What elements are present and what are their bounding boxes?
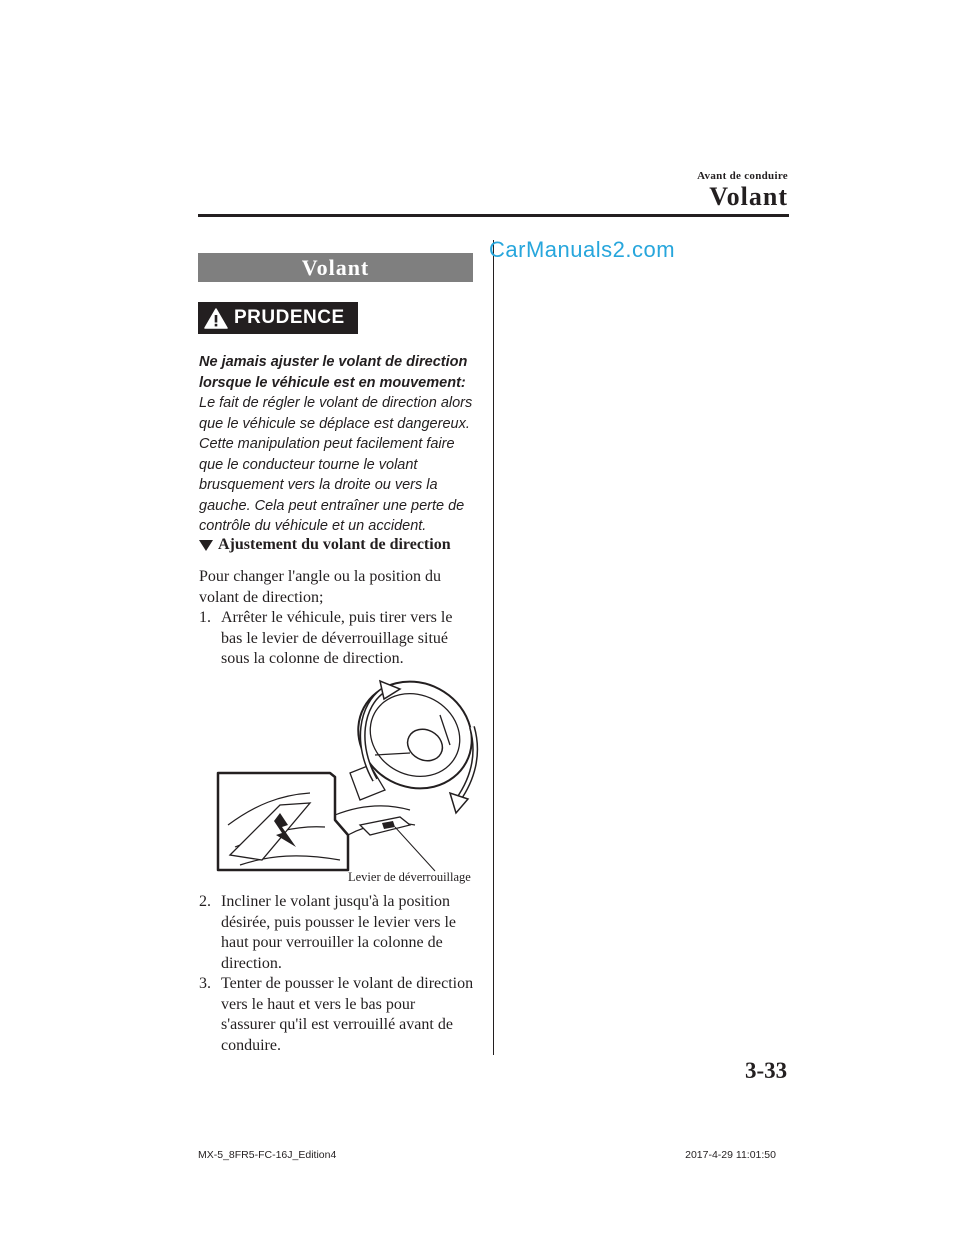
caution-body-line: brusquement vers la droite ou vers la bbox=[199, 477, 438, 493]
step-line: haut pour verrouiller la colonne de bbox=[221, 934, 443, 951]
callout-label: Levier de déverrouillage bbox=[348, 870, 471, 884]
step-line: désirée, puis pousser le levier vers le bbox=[221, 913, 457, 931]
step-line: Tenter de pousser le volant de direction bbox=[221, 975, 474, 992]
caution-body-line: Le fait de régler le volant de direction alors bbox=[199, 395, 473, 411]
caution-body-line: que le véhicule se déplace est dangereux. bbox=[199, 415, 470, 432]
step-number: 1. bbox=[199, 609, 211, 626]
intro-paragraph bbox=[199, 567, 484, 670]
step-line: direction. bbox=[221, 954, 282, 972]
section-label: Avant de conduire bbox=[697, 170, 788, 182]
intro-line: Pour changer l'angle ou la position du bbox=[199, 568, 441, 585]
section-title-band: Volant bbox=[198, 253, 473, 282]
intro-line: volant de direction; bbox=[199, 588, 324, 606]
subheading bbox=[199, 536, 451, 554]
step-line: vers le haut et vers le bas pour bbox=[221, 995, 416, 1013]
header-rule bbox=[198, 214, 789, 217]
step-line: conduire. bbox=[221, 1036, 281, 1054]
step-3 bbox=[199, 974, 484, 1056]
step-1 bbox=[199, 608, 484, 670]
step-line: Incliner le volant jusqu'à la position bbox=[221, 893, 451, 910]
footer-edition: MX-5_8FR5-FC-16J_Edition4 bbox=[198, 1149, 337, 1161]
step-line: bas le levier de déverrouillage situé bbox=[221, 629, 449, 647]
footer-timestamp: 2017-4-29 11:01:50 bbox=[685, 1149, 776, 1161]
subheading-text: Ajustement du volant de direction bbox=[218, 536, 451, 553]
step-2 bbox=[199, 892, 484, 974]
caution-heading-line: lorsque le véhicule est en mouvement: bbox=[199, 374, 466, 391]
column-divider bbox=[493, 240, 494, 1055]
caution-body-line: gauche. Cela peut entraîner une perte de bbox=[199, 497, 465, 514]
caution-body-line: Cette manipulation peut facilement faire bbox=[199, 436, 455, 452]
caution-label: PRUDENCE bbox=[234, 307, 345, 328]
triangle-bullet-icon bbox=[199, 540, 213, 551]
page-header-title: Volant bbox=[709, 182, 788, 211]
caution-banner bbox=[198, 302, 358, 334]
caution-heading-line: Ne jamais ajuster le volant de direction bbox=[199, 354, 468, 370]
step-line: s'assurer qu'il est verrouillé avant de bbox=[221, 1016, 453, 1033]
watermark-text: CarManuals2.com bbox=[489, 237, 676, 262]
caution-body-line: que le conducteur tourne le volant bbox=[199, 456, 418, 473]
steering-wheel-illustration bbox=[210, 675, 485, 880]
step-line: Arrêter le véhicule, puis tirer vers le bbox=[221, 609, 453, 626]
step-number: 2. bbox=[199, 893, 211, 910]
warning-triangle-icon bbox=[204, 308, 228, 329]
caution-body-line: contrôle du véhicule et un accident. bbox=[199, 518, 427, 534]
steps-continued bbox=[199, 892, 484, 1056]
page-number: 3-33 bbox=[745, 1058, 788, 1083]
step-line: sous la colonne de direction. bbox=[221, 650, 404, 667]
caution-text-block bbox=[199, 352, 479, 537]
step-number: 3. bbox=[199, 975, 211, 992]
